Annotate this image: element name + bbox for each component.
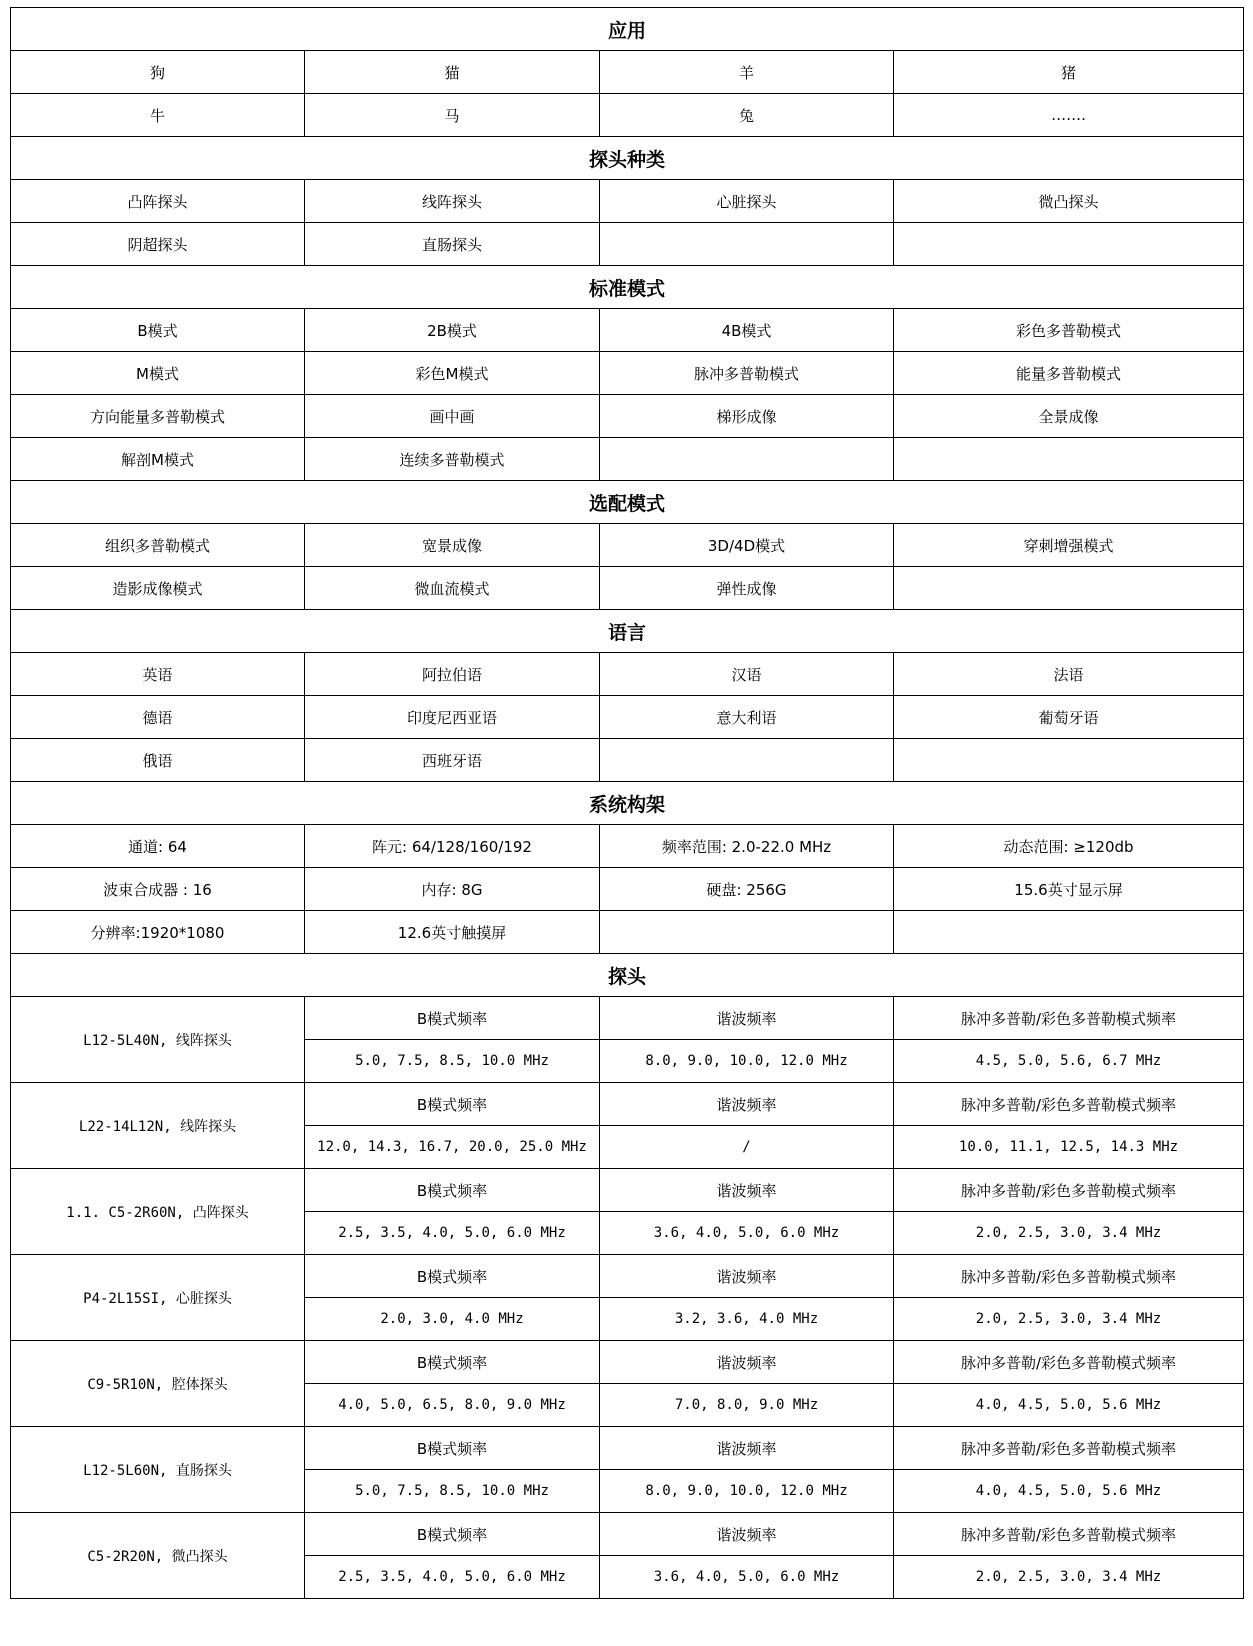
table-row [11,94,1244,137]
table-cell: 阴超探头 [11,223,305,266]
probe-header-row [11,1083,1244,1126]
table-cell: 法语 [894,653,1244,696]
table-row [11,911,1244,954]
section-header-row [11,954,1244,997]
empty-cell [600,438,894,481]
probe-frequency-value: 7.0, 8.0, 9.0 MHz [600,1384,894,1427]
table-row [11,438,1244,481]
probe-name: P4-2L15SI, 心脏探头 [11,1255,305,1341]
empty-cell [600,223,894,266]
table-cell: 俄语 [11,739,305,782]
table-cell: 内存: 8G [305,868,600,911]
section-title: 探头种类 [11,137,1244,180]
table-cell: 12.6英寸触摸屏 [305,911,600,954]
probe-column-header: B模式频率 [305,997,600,1040]
spec-table [10,7,1244,1599]
probe-frequency-value: 2.5, 3.5, 4.0, 5.0, 6.0 MHz [305,1556,600,1599]
table-row [11,524,1244,567]
probe-column-header: B模式频率 [305,1083,600,1126]
table-cell: 动态范围: ≥120db [894,825,1244,868]
section-title: 应用 [11,8,1244,51]
probe-name: C5-2R20N, 微凸探头 [11,1513,305,1599]
probe-frequency-value: 8.0, 9.0, 10.0, 12.0 MHz [600,1040,894,1083]
probe-header-row [11,1169,1244,1212]
table-cell: 英语 [11,653,305,696]
table-row [11,739,1244,782]
table-cell: 通道: 64 [11,825,305,868]
table-cell: 全景成像 [894,395,1244,438]
table-cell: 彩色多普勒模式 [894,309,1244,352]
table-cell: 微凸探头 [894,180,1244,223]
section-header-row [11,782,1244,825]
table-cell: ……. [894,94,1244,137]
table-cell: 羊 [600,51,894,94]
section-header-row [11,481,1244,524]
spec-table-body [11,8,1244,1599]
probe-frequency-value: 4.0, 4.5, 5.0, 5.6 MHz [894,1470,1244,1513]
section-title: 探头 [11,954,1244,997]
table-row [11,309,1244,352]
probe-name: 1.1. C5-2R60N, 凸阵探头 [11,1169,305,1255]
table-cell: 穿刺增强模式 [894,524,1244,567]
probe-column-header: 谐波频率 [600,1255,894,1298]
table-cell: 阿拉伯语 [305,653,600,696]
table-cell: 硬盘: 256G [600,868,894,911]
empty-cell [894,739,1244,782]
table-cell: 线阵探头 [305,180,600,223]
probe-column-header: 谐波频率 [600,1341,894,1384]
table-cell: 2B模式 [305,309,600,352]
probe-header-row [11,1341,1244,1384]
probe-column-header: B模式频率 [305,1427,600,1470]
table-row [11,180,1244,223]
section-title: 选配模式 [11,481,1244,524]
table-cell: 汉语 [600,653,894,696]
probe-header-row [11,1427,1244,1470]
probe-column-header: B模式频率 [305,1341,600,1384]
table-cell: 脉冲多普勒模式 [600,352,894,395]
probe-column-header: 脉冲多普勒/彩色多普勒模式频率 [894,1169,1244,1212]
table-cell: 4B模式 [600,309,894,352]
table-cell: 造影成像模式 [11,567,305,610]
table-cell: B模式 [11,309,305,352]
table-cell: 波束合成器 : 16 [11,868,305,911]
table-cell: 葡萄牙语 [894,696,1244,739]
table-row [11,696,1244,739]
probe-frequency-value: 4.0, 4.5, 5.0, 5.6 MHz [894,1384,1244,1427]
probe-frequency-value: 3.6, 4.0, 5.0, 6.0 MHz [600,1212,894,1255]
probe-header-row [11,1255,1244,1298]
probe-frequency-value: 2.0, 2.5, 3.0, 3.4 MHz [894,1298,1244,1341]
table-row [11,352,1244,395]
probe-frequency-value: 5.0, 7.5, 8.5, 10.0 MHz [305,1040,600,1083]
table-cell: 15.6英寸显示屏 [894,868,1244,911]
probe-frequency-value: 12.0, 14.3, 16.7, 20.0, 25.0 MHz [305,1126,600,1169]
table-cell: 猫 [305,51,600,94]
table-cell: 印度尼西亚语 [305,696,600,739]
table-cell: 马 [305,94,600,137]
table-cell: 西班牙语 [305,739,600,782]
probe-frequency-value: 8.0, 9.0, 10.0, 12.0 MHz [600,1470,894,1513]
probe-frequency-value: 10.0, 11.1, 12.5, 14.3 MHz [894,1126,1244,1169]
probe-column-header: B模式频率 [305,1255,600,1298]
table-cell: 意大利语 [600,696,894,739]
table-row [11,868,1244,911]
probe-header-row [11,997,1244,1040]
probe-column-header: B模式频率 [305,1513,600,1556]
probe-frequency-value: 2.5, 3.5, 4.0, 5.0, 6.0 MHz [305,1212,600,1255]
probe-column-header: 脉冲多普勒/彩色多普勒模式频率 [894,1083,1244,1126]
probe-name: L12-5L60N, 直肠探头 [11,1427,305,1513]
table-cell: 牛 [11,94,305,137]
table-cell: 彩色M模式 [305,352,600,395]
table-cell: 分辨率:1920*1080 [11,911,305,954]
table-cell: 直肠探头 [305,223,600,266]
table-row [11,395,1244,438]
table-cell: 德语 [11,696,305,739]
table-cell: 宽景成像 [305,524,600,567]
probe-column-header: 谐波频率 [600,1427,894,1470]
probe-column-header: 脉冲多普勒/彩色多普勒模式频率 [894,1427,1244,1470]
table-cell: 猪 [894,51,1244,94]
section-title: 系统构架 [11,782,1244,825]
empty-cell [894,911,1244,954]
empty-cell [894,438,1244,481]
probe-column-header: 脉冲多普勒/彩色多普勒模式频率 [894,1255,1244,1298]
table-cell: 能量多普勒模式 [894,352,1244,395]
probe-frequency-value: 3.2, 3.6, 4.0 MHz [600,1298,894,1341]
table-cell: 画中画 [305,395,600,438]
probe-header-row [11,1513,1244,1556]
probe-column-header: 谐波频率 [600,1083,894,1126]
probe-column-header: 谐波频率 [600,1513,894,1556]
table-cell: 解剖M模式 [11,438,305,481]
probe-name: L12-5L40N, 线阵探头 [11,997,305,1083]
section-header-row [11,610,1244,653]
empty-cell [894,223,1244,266]
probe-frequency-value: 5.0, 7.5, 8.5, 10.0 MHz [305,1470,600,1513]
probe-column-header: 谐波频率 [600,997,894,1040]
table-cell: 3D/4D模式 [600,524,894,567]
probe-frequency-value: 3.6, 4.0, 5.0, 6.0 MHz [600,1556,894,1599]
empty-cell [894,567,1244,610]
probe-column-header: 脉冲多普勒/彩色多普勒模式频率 [894,1341,1244,1384]
table-row [11,567,1244,610]
probe-column-header: 脉冲多普勒/彩色多普勒模式频率 [894,1513,1244,1556]
table-cell: 频率范围: 2.0-22.0 MHz [600,825,894,868]
empty-cell [600,911,894,954]
table-cell: 狗 [11,51,305,94]
probe-frequency-value: 2.0, 3.0, 4.0 MHz [305,1298,600,1341]
table-cell: 阵元: 64/128/160/192 [305,825,600,868]
section-header-row [11,137,1244,180]
probe-frequency-value: / [600,1126,894,1169]
section-title: 语言 [11,610,1244,653]
table-cell: 组织多普勒模式 [11,524,305,567]
section-header-row [11,8,1244,51]
table-row [11,223,1244,266]
probe-frequency-value: 4.5, 5.0, 5.6, 6.7 MHz [894,1040,1244,1083]
probe-frequency-value: 4.0, 5.0, 6.5, 8.0, 9.0 MHz [305,1384,600,1427]
probe-column-header: B模式频率 [305,1169,600,1212]
table-cell: 连续多普勒模式 [305,438,600,481]
probe-frequency-value: 2.0, 2.5, 3.0, 3.4 MHz [894,1556,1244,1599]
table-cell: 方向能量多普勒模式 [11,395,305,438]
table-cell: 弹性成像 [600,567,894,610]
section-header-row [11,266,1244,309]
table-cell: 心脏探头 [600,180,894,223]
probe-frequency-value: 2.0, 2.5, 3.0, 3.4 MHz [894,1212,1244,1255]
probe-column-header: 脉冲多普勒/彩色多普勒模式频率 [894,997,1244,1040]
section-title: 标准模式 [11,266,1244,309]
table-cell: 梯形成像 [600,395,894,438]
table-cell: 兔 [600,94,894,137]
table-cell: 凸阵探头 [11,180,305,223]
table-cell: 微血流模式 [305,567,600,610]
empty-cell [600,739,894,782]
probe-name: C9-5R10N, 腔体探头 [11,1341,305,1427]
probe-name: L22-14L12N, 线阵探头 [11,1083,305,1169]
table-row [11,825,1244,868]
probe-column-header: 谐波频率 [600,1169,894,1212]
table-row [11,653,1244,696]
table-cell: M模式 [11,352,305,395]
table-row [11,51,1244,94]
